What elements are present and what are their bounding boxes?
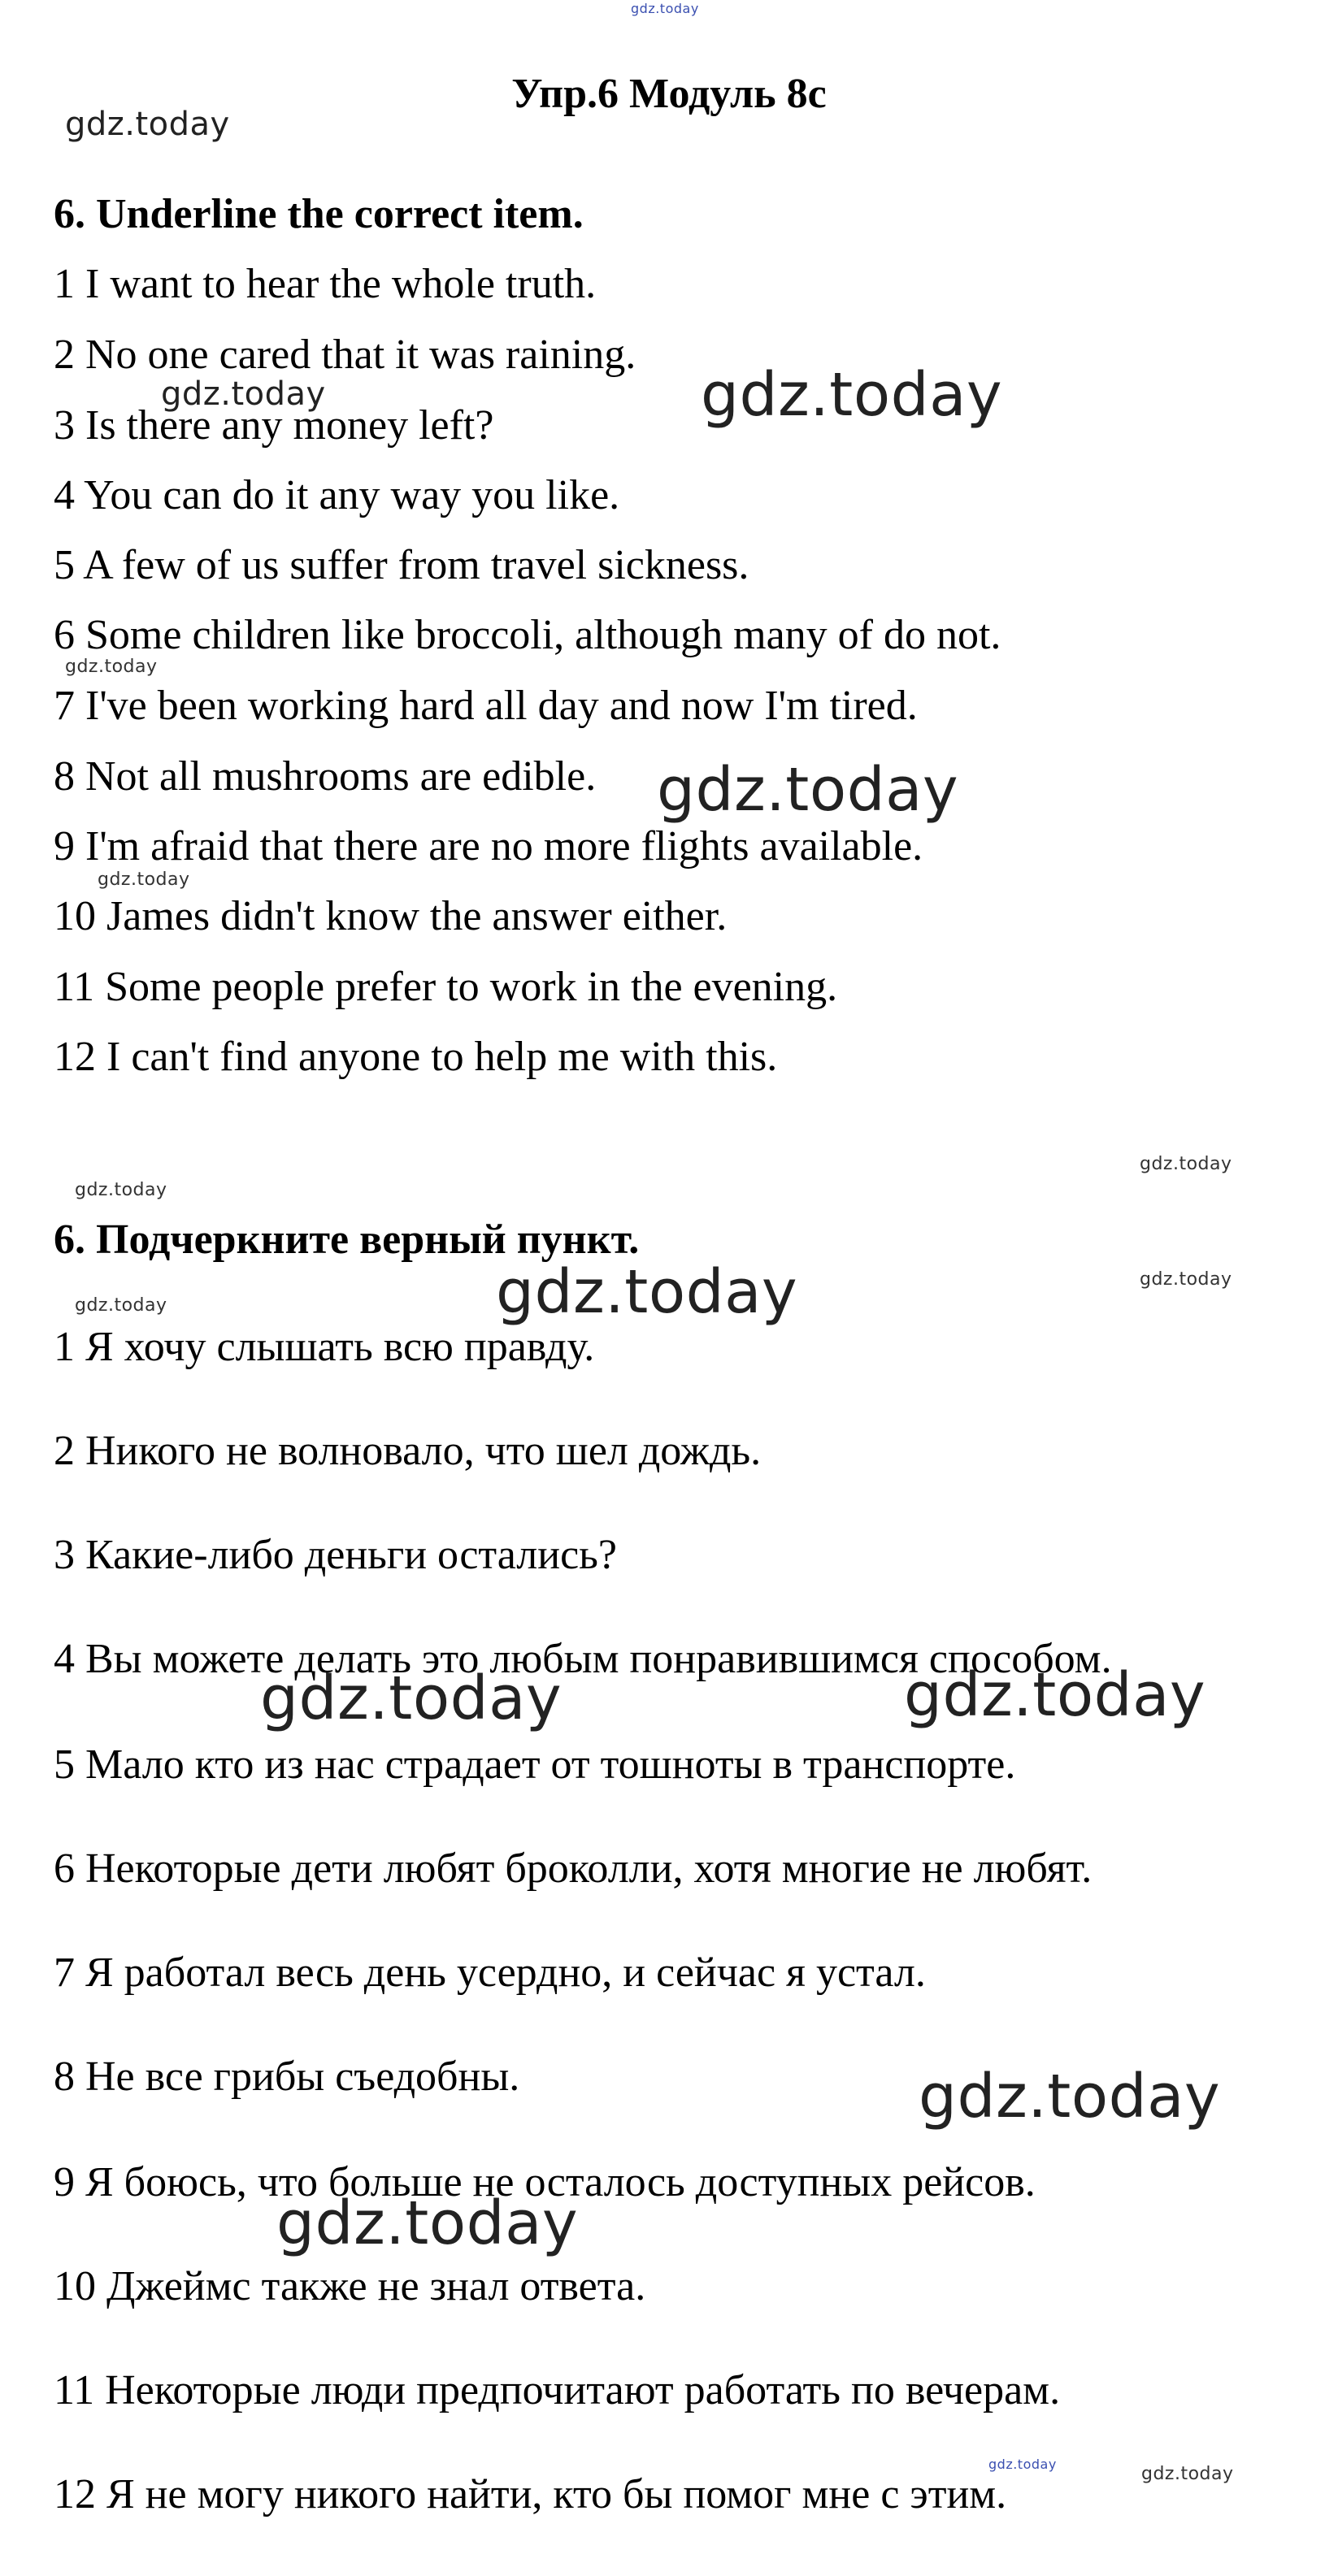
english-heading: 6. Underline the correct item.: [54, 191, 584, 237]
watermark: gdz.today: [276, 2188, 579, 2258]
english-item: 10 James didn't know the answer either.: [54, 893, 728, 939]
russian-item: 6 Некоторые дети любят броколли, хотя многие не любят.: [54, 1845, 1093, 1892]
russian-item: 3 Какие-либо деньги остались?: [54, 1532, 617, 1578]
russian-item: 9 Я боюсь, что больше не осталось доступных рейсов.: [54, 2159, 1036, 2205]
russian-item: 2 Никого не волновало, что шел дождь.: [54, 1428, 762, 1474]
watermark: gdz.today: [98, 870, 190, 890]
russian-item: 1 Я хочу слышать всю правду.: [54, 1324, 595, 1370]
watermark: gdz.today: [260, 1663, 563, 1733]
watermark: gdz.today: [1140, 1154, 1232, 1174]
english-item: 3 Is there any money left?: [54, 402, 494, 449]
watermark: gdz.today: [631, 1, 699, 16]
watermark: gdz.today: [65, 106, 230, 143]
watermark: gdz.today: [904, 1660, 1206, 1730]
watermark: gdz.today: [161, 375, 326, 413]
watermark: gdz.today: [657, 755, 959, 825]
english-item: 12 I can't find anyone to help me with this.: [54, 1034, 778, 1080]
russian-item: 10 Джеймс также не знал ответа.: [54, 2263, 646, 2309]
watermark: gdz.today: [75, 1295, 167, 1316]
watermark: gdz.today: [1140, 1269, 1232, 1290]
russian-heading: 6. Подчеркните верный пункт.: [54, 1216, 640, 1263]
english-item: 5 A few of us suffer from travel sickness.: [54, 542, 749, 588]
watermark: gdz.today: [701, 360, 1003, 430]
watermark: gdz.today: [1141, 2464, 1234, 2484]
russian-item: 8 Не все грибы съедобны.: [54, 2053, 520, 2100]
watermark: gdz.today: [496, 1257, 798, 1327]
english-item: 4 You can do it any way you like.: [54, 472, 620, 518]
russian-item: 5 Мало кто из нас страдает от тошноты в транспорте.: [54, 1741, 1016, 1788]
english-item: 11 Some people prefer to work in the evening.: [54, 964, 838, 1010]
russian-item: 7 Я работал весь день усердно, и сейчас я устал.: [54, 1949, 926, 1996]
page-title: Упр.6 Модуль 8с: [511, 71, 827, 117]
watermark: gdz.today: [75, 1180, 167, 1200]
watermark: gdz.today: [919, 2062, 1221, 2131]
english-item: 1 I want to hear the whole truth.: [54, 261, 597, 307]
russian-item: 11 Некоторые люди предпочитают работать по вечерам.: [54, 2367, 1061, 2413]
russian-item: 4 Вы можете делать это любым понравившимся способом.: [54, 1636, 1112, 1682]
english-item: 8 Not all mushrooms are edible.: [54, 753, 597, 800]
english-item: 6 Some children like broccoli, although many of do not.: [54, 612, 1001, 658]
english-item: 2 No one cared that it was raining.: [54, 332, 636, 378]
watermark: gdz.today: [65, 657, 158, 677]
english-item: 9 I'm afraid that there are no more flights available.: [54, 823, 923, 870]
watermark: gdz.today: [988, 2457, 1057, 2472]
english-item: 7 I've been working hard all day and now I'm tired.: [54, 683, 918, 729]
russian-item: 12 Я не могу никого найти, кто бы помог мне с этим.: [54, 2471, 1007, 2517]
